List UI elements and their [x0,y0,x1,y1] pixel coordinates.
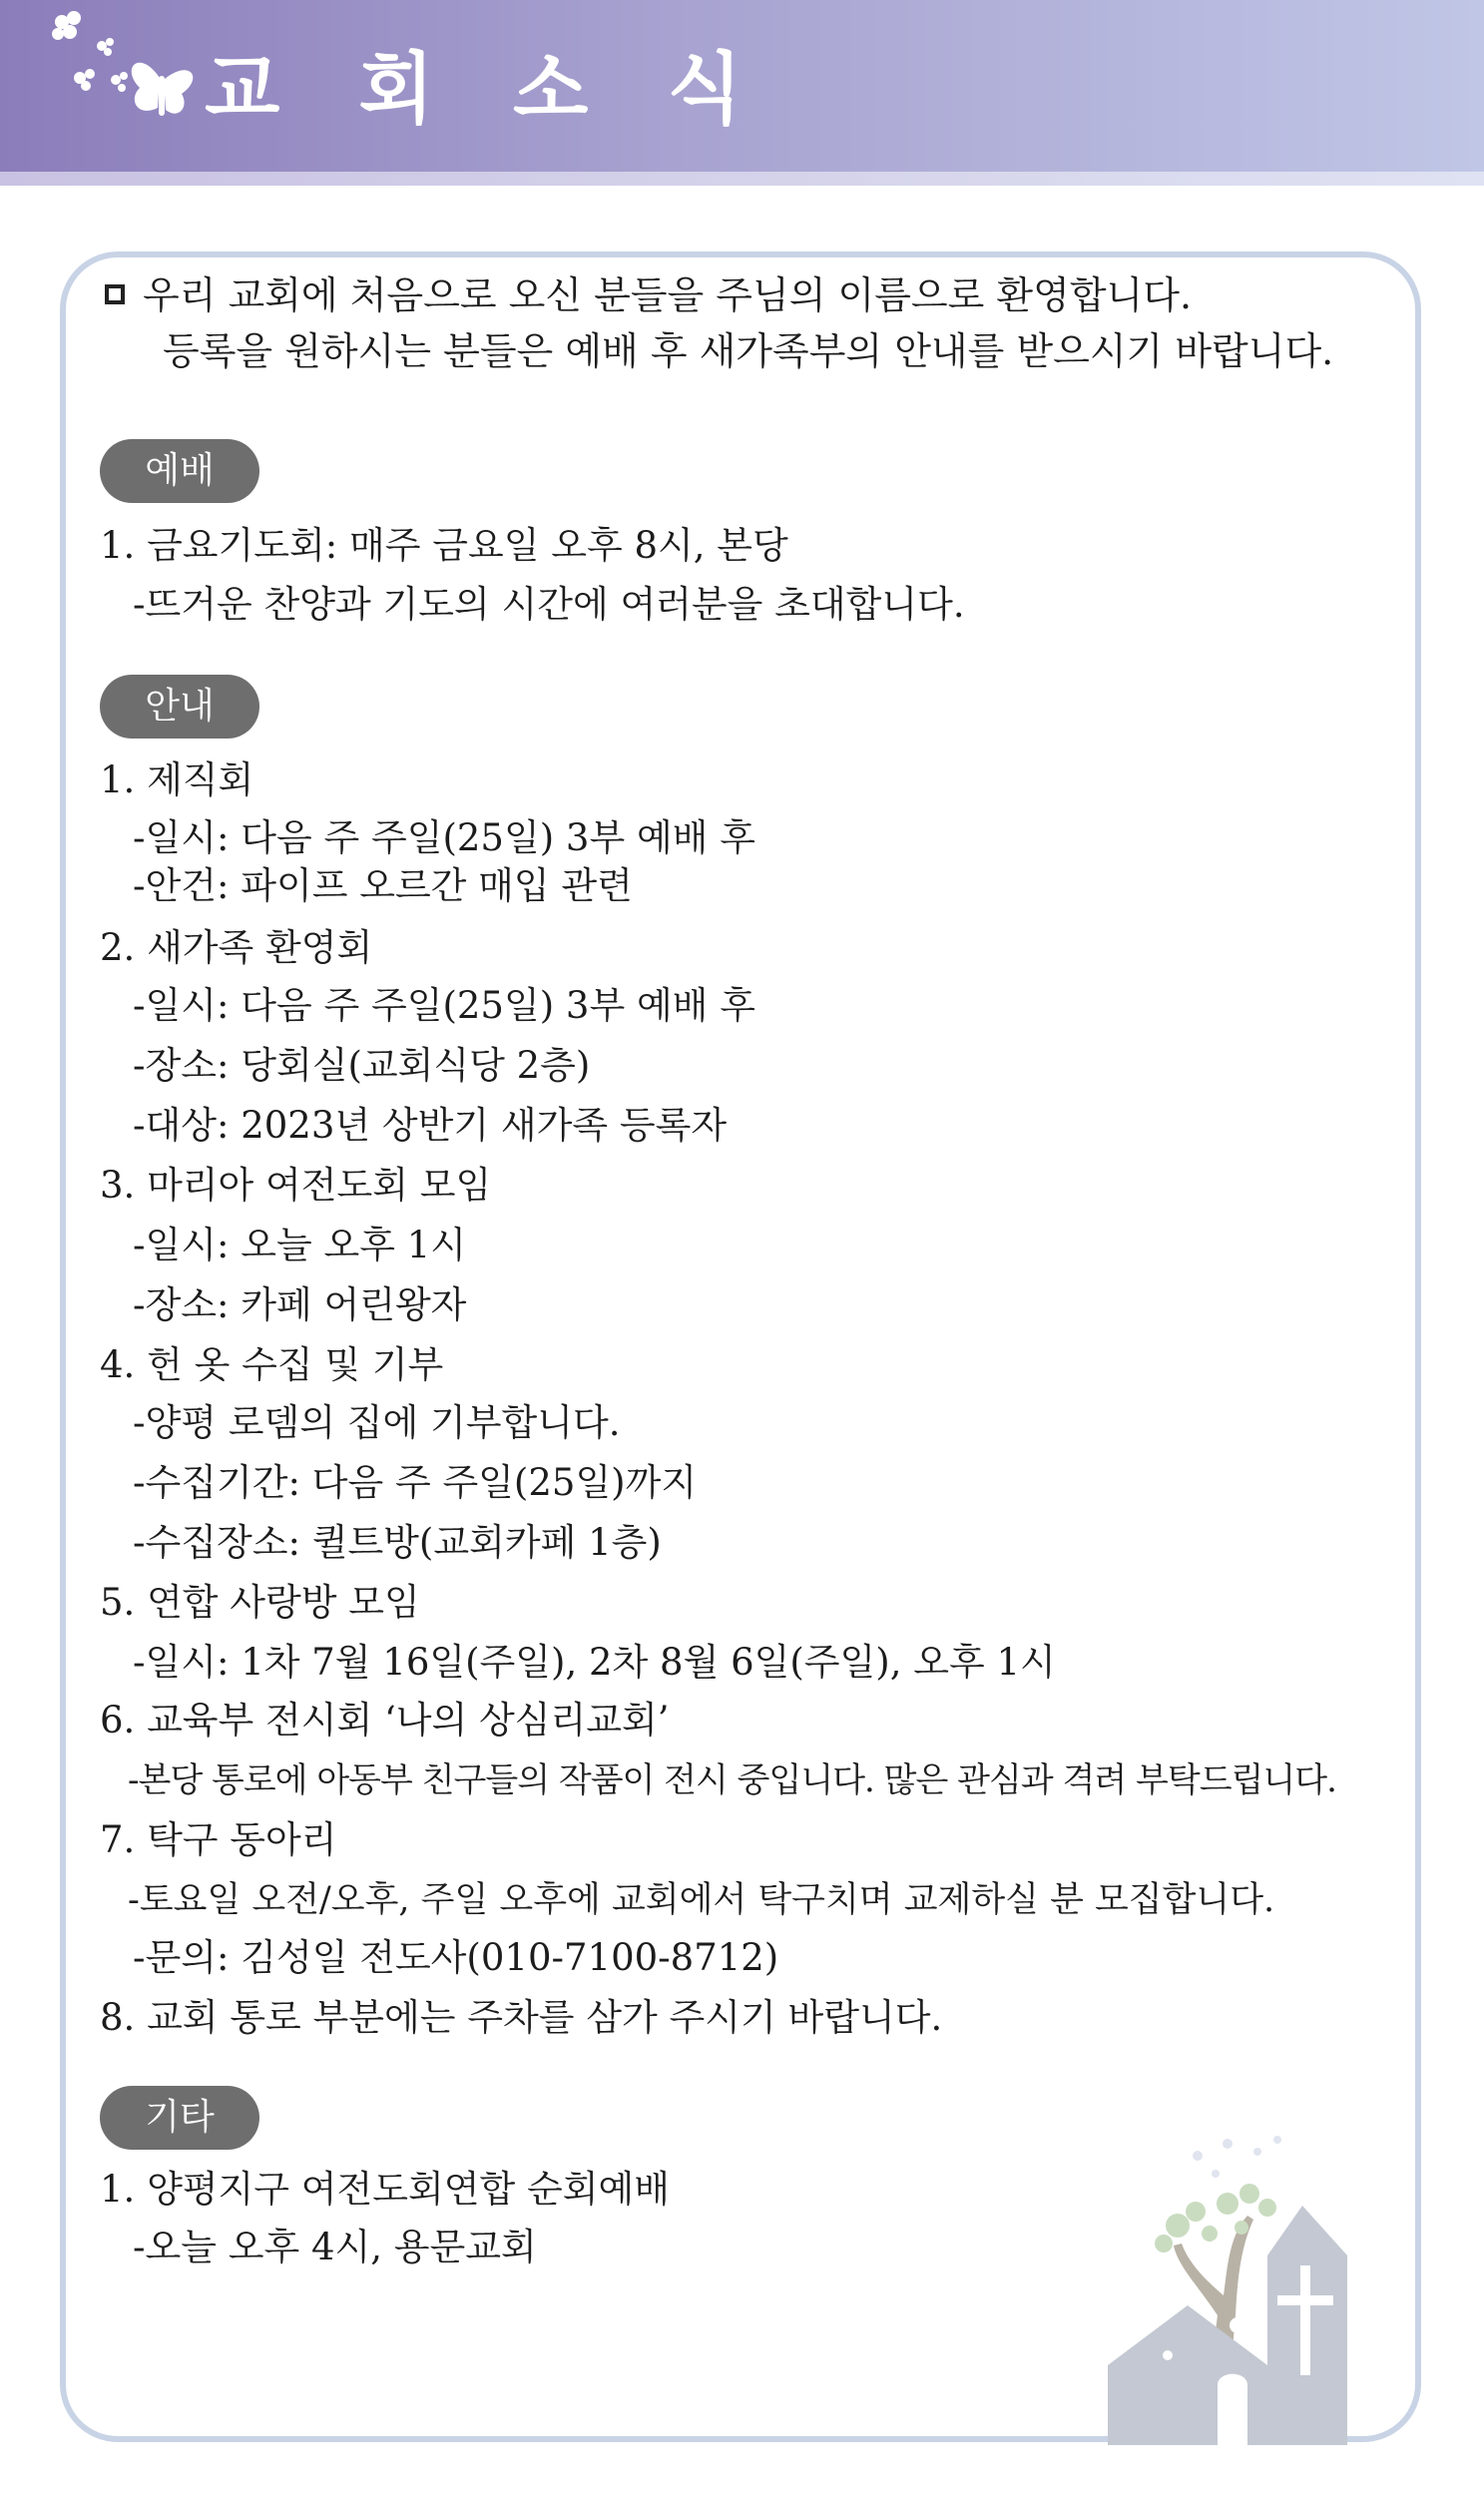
section-badge-worship: 예배 [100,439,259,503]
welcome-line-2: 등록을 원하시는 분들은 예배 후 새가족부의 안내를 받으시기 바랍니다. [163,329,1334,373]
page-title: 교 회 소 식 [205,45,768,135]
notice-item-detail: -안건: 파이프 오르간 매입 관련 [133,864,633,907]
notice-item-detail: -일시: 다음 주 주일(25일) 3부 예배 후 [133,984,755,1027]
notice-item-detail: -일시: 1차 7월 16일(주일), 2차 8월 6일(주일), 오후 1시 [133,1641,1056,1684]
etc-item: 1. 양평지구 여전도회연합 순회예배 [100,2168,670,2211]
notice-item-detail: -문의: 김성일 전도사(010-7100-8712) [133,1936,779,1979]
header-banner [0,0,1484,172]
notice-item-detail: -대상: 2023년 상반기 새가족 등록자 [133,1104,728,1147]
header-underline [0,172,1484,186]
welcome-line-1: 우리 교회에 처음으로 오신 분들을 주님의 이름으로 환영합니다. [143,273,1193,317]
notice-item-detail: -양평 로뎀의 집에 기부합니다. [133,1401,621,1444]
worship-item: 1. 금요기도회: 매주 금요일 오후 8시, 본당 [100,524,788,567]
notice-item: 4. 헌 옷 수집 및 기부 [100,1343,444,1386]
notice-item-detail: -수집장소: 퀼트방(교회카페 1층) [133,1521,662,1564]
etc-item-detail: -오늘 오후 4시, 용문교회 [133,2226,537,2268]
notice-item: 1. 제직회 [100,758,254,801]
notice-item: 8. 교회 통로 부분에는 주차를 삼가 주시기 바랍니다. [100,1996,943,2039]
notice-item-detail: -일시: 오늘 오후 1시 [133,1224,466,1266]
notice-item-detail: -장소: 카페 어린왕자 [133,1283,467,1326]
notice-item-detail: -장소: 당회실(교회식당 2층) [133,1044,591,1087]
notice-item-detail: -토요일 오전/오후, 주일 오후에 교회에서 탁구치며 교제하실 분 모집합니다. [128,1880,1275,1920]
notice-item: 3. 마리아 여전도회 모임 [100,1164,492,1207]
welcome-message [105,267,1333,379]
section-badge-notice: 안내 [100,675,259,739]
notice-item: 2. 새가족 환영회 [100,926,373,969]
checkbox-bullet-icon [105,284,125,304]
worship-item-detail: -뜨거운 찬양과 기도의 시간에 여러분을 초대합니다. [133,583,965,626]
notice-item: 7. 탁구 동아리 [100,1818,337,1861]
notice-item-detail: -수집기간: 다음 주 주일(25일)까지 [133,1461,698,1504]
notice-item-detail: -본당 통로에 아동부 친구들의 작품이 전시 중입니다. 많은 관심과 격려 부탁드립니다. [128,1760,1336,1800]
notice-item: 6. 교육부 전시회 ‘나의 상심리교회’ [100,1699,670,1742]
notice-item: 5. 연합 사랑방 모임 [100,1581,420,1624]
church-tree-illustration [1078,2116,1407,2445]
notice-item-detail: -일시: 다음 주 주일(25일) 3부 예배 후 [133,816,755,859]
section-badge-etc: 기타 [100,2086,259,2150]
butterfly-flower-icon [40,8,210,148]
